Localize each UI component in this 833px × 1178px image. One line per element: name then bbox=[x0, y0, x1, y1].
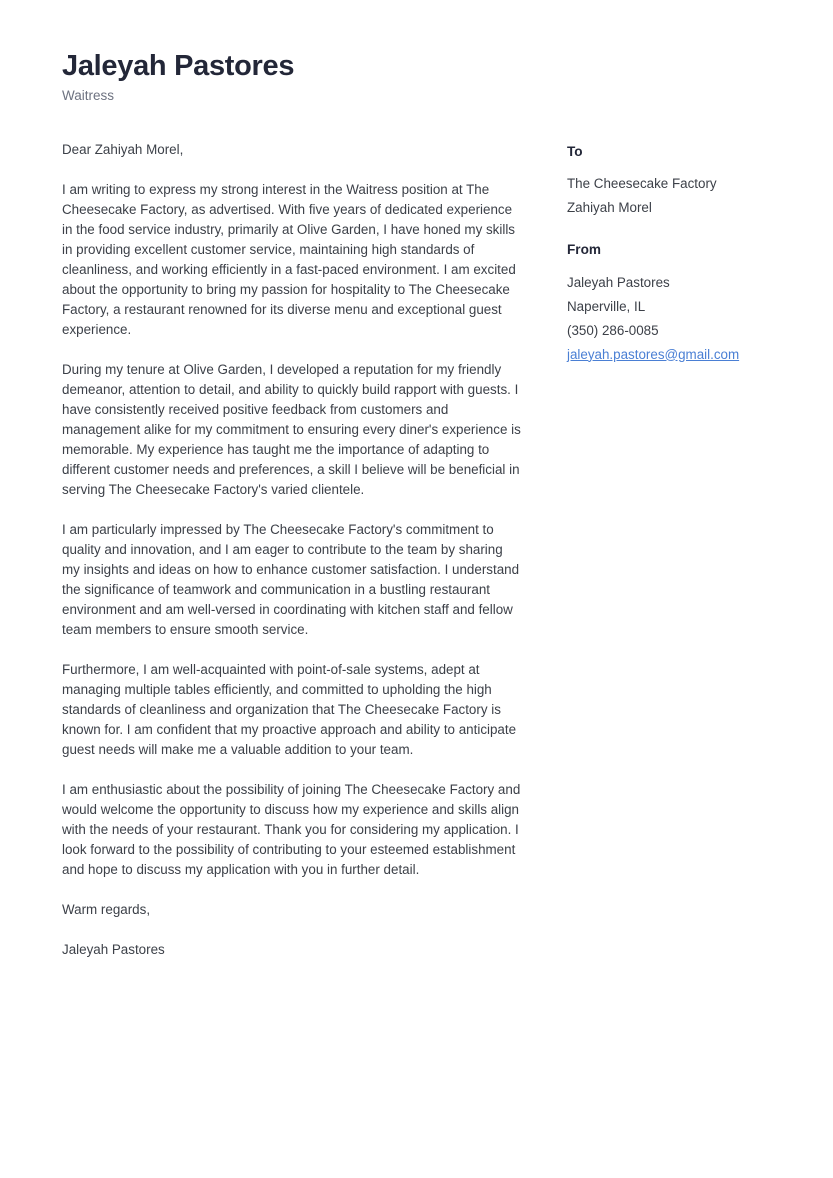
sender-phone: (350) 286-0085 bbox=[567, 322, 659, 338]
applicant-name: Jaleyah Pastores bbox=[62, 50, 295, 82]
sender-location: Naperville, IL bbox=[567, 298, 646, 314]
letter-paragraph: I am writing to express my strong interest in the Waitress position at The Cheesecake Factory, as advertised. With five years of dedicated experience in the food service industry, primarily at Olive Garden, I have honed my skills in providing excellent customer service, maintaining high standards of cleanliness, and working efficiently in a fast-paced environment. I am excited about the opportunity to bring my passion for hospitality to The Cheesecake Factory, a restaurant renowned for its diverse menu and exceptional guest experience. bbox=[62, 182, 516, 337]
applicant-job-title: Waitress bbox=[62, 88, 115, 104]
sender-name: Jaleyah Pastores bbox=[567, 274, 670, 290]
sender-block bbox=[567, 242, 787, 366]
recipient-company: The Cheesecake Factory bbox=[567, 176, 717, 192]
letter-paragraph: I am enthusiastic about the possibility of joining The Cheesecake Factory and would welcome the opportunity to discuss how my experience and skills align with the needs of your restaurant. Thank you for considering my application. I look forward to the possibility of contributing to your esteemed establishment and hope to discuss my application with you in further detail. bbox=[62, 782, 521, 877]
letter-salutation: Dear Zahiyah Morel, bbox=[62, 142, 184, 157]
recipient-heading: To bbox=[567, 144, 583, 159]
recipient-contact-name: Zahiyah Morel bbox=[567, 200, 652, 216]
letter-signature: Jaleyah Pastores bbox=[62, 942, 165, 957]
letter-paragraph: Furthermore, I am well-acquainted with point-of-sale systems, adept at managing multiple tables efficiently, and committed to upholding the high standards of cleanliness and organization that The Cheesecake Factory is known for. I am confident that my proactive approach and ability to anticipate guest needs will make me a valuable addition to your team. bbox=[62, 662, 517, 757]
sender-heading: From bbox=[567, 242, 601, 258]
recipient-block bbox=[567, 144, 787, 220]
letter-paragraph: I am particularly impressed by The Cheesecake Factory's commitment to quality and innovation, and I am eager to contribute to the team by sharing my insights and ideas on how to enhance customer satisfaction. I understand the significance of teamwork and communication in a bustling restaurant environment and am well-versed in coordinating with kitchen staff and fellow team members to ensure smooth service. bbox=[62, 522, 520, 637]
letter-body-column bbox=[62, 140, 522, 960]
letter-closing: Warm regards, bbox=[62, 902, 151, 917]
sender-email-link[interactable]: jaleyah.pastores@gmail.com bbox=[567, 346, 740, 362]
letter-header bbox=[62, 50, 762, 105]
letter-meta-column bbox=[567, 144, 787, 367]
letter-paragraph: During my tenure at Olive Garden, I developed a reputation for my friendly demeanor, attention to detail, and ability to quickly build rapport with guests. I have consistently received positive feedback from customers and management alike for my commitment to ensuring every diner's experience is memorable. My experience has taught me the importance of adapting to different customer needs and preferences, a skill I believe will be beneficial in serving The Cheesecake Factory's varied clientele. bbox=[62, 362, 521, 497]
